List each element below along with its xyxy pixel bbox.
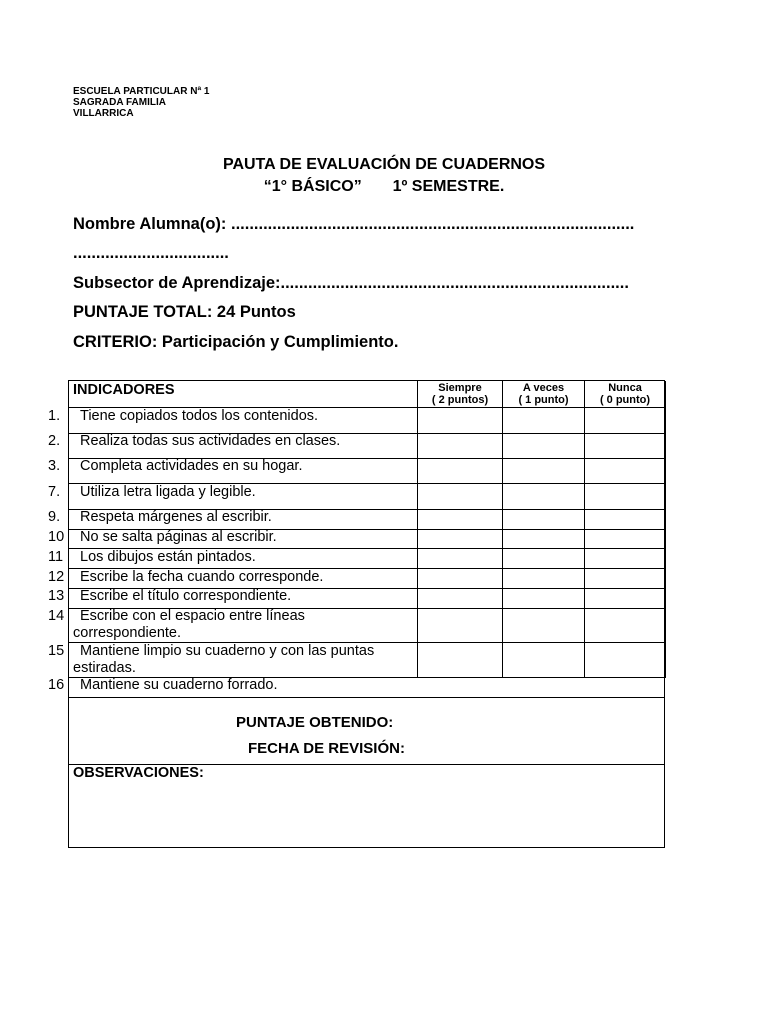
row-number: 15 [48,643,65,659]
indicator-row: Tiene copiados todos los contenidos. [80,408,319,424]
row-number: 1. [48,408,61,424]
indicator-row: Escribe el título correspondiente. [80,588,292,604]
student-name-field [73,215,634,234]
indicator-row: Completa actividades en su hogar. [80,458,303,474]
student-name-blank: ........................................................................................ [230,215,635,233]
indicator-text: Mantiene limpio su cuaderno y con las puntas [80,643,375,659]
row-number: 2. [48,433,61,449]
indicator-row: Mantiene su cuaderno forrado. [80,677,278,693]
indicator-row: Realiza todas sus actividades en clases. [80,433,341,449]
document-subtitle [0,178,768,196]
indicator-text-continued: correspondiente. [73,625,182,641]
document-title: PAUTA DE EVALUACIÓN DE CUADERNOS [222,156,546,173]
indicator-row [73,608,305,642]
student-name-label: Nombre Alumna(o): [73,215,227,233]
row-number: 11 [48,549,64,565]
criterion: CRITERIO: Participación y Cumplimiento. [73,333,399,351]
row-number: 16 [48,677,65,693]
row-number: 3. [48,458,61,474]
column-sometimes: A veces ( 1 punto) [518,382,569,406]
indicator-row: No se salta páginas al escribir. [80,529,277,545]
row-number: 13 [48,588,65,604]
row-number: 10 [48,529,65,545]
indicators-header: INDICADORES [73,382,175,398]
school-city: VILLARRICA [73,108,134,119]
indicator-row [73,643,375,677]
school-header [73,86,209,119]
school-subtitle: SAGRADA FAMILIA [73,97,166,108]
row-number: 14 [48,608,65,624]
indicator-row: Los dibujos están pintados. [80,549,256,565]
row-number: 12 [48,569,65,585]
subsector-field: Subsector de Aprendizaje:............................................................................ [73,274,629,292]
school-name: ESCUELA PARTICULAR Nª 1 [73,86,210,97]
score-obtained-label: PUNTAJE OBTENIDO: [236,714,394,731]
total-score: PUNTAJE TOTAL: 24 Puntos [73,303,296,321]
column-always: Siempre ( 2 puntos) [431,382,489,406]
row-number: 9. [48,509,61,525]
row-number: 7. [48,484,61,500]
semester-label: 1º SEMESTRE. [392,178,505,195]
review-date-label: FECHA DE REVISIÓN: [248,740,405,757]
column-never: Nunca ( 0 punto) [599,382,651,406]
student-name-blank-continued: .................................. [73,244,229,262]
course-label: “1° BÁSICO” [263,178,362,195]
observations-label: OBSERVACIONES: [73,765,204,781]
indicator-row: Utiliza letra ligada y legible. [80,484,256,500]
indicator-row: Escribe la fecha cuando corresponde. [80,569,324,585]
indicator-row: Respeta márgenes al escribir. [80,509,272,525]
indicator-text: Escribe con el espacio entre líneas [80,608,305,624]
indicator-text-continued: estiradas. [73,660,136,676]
